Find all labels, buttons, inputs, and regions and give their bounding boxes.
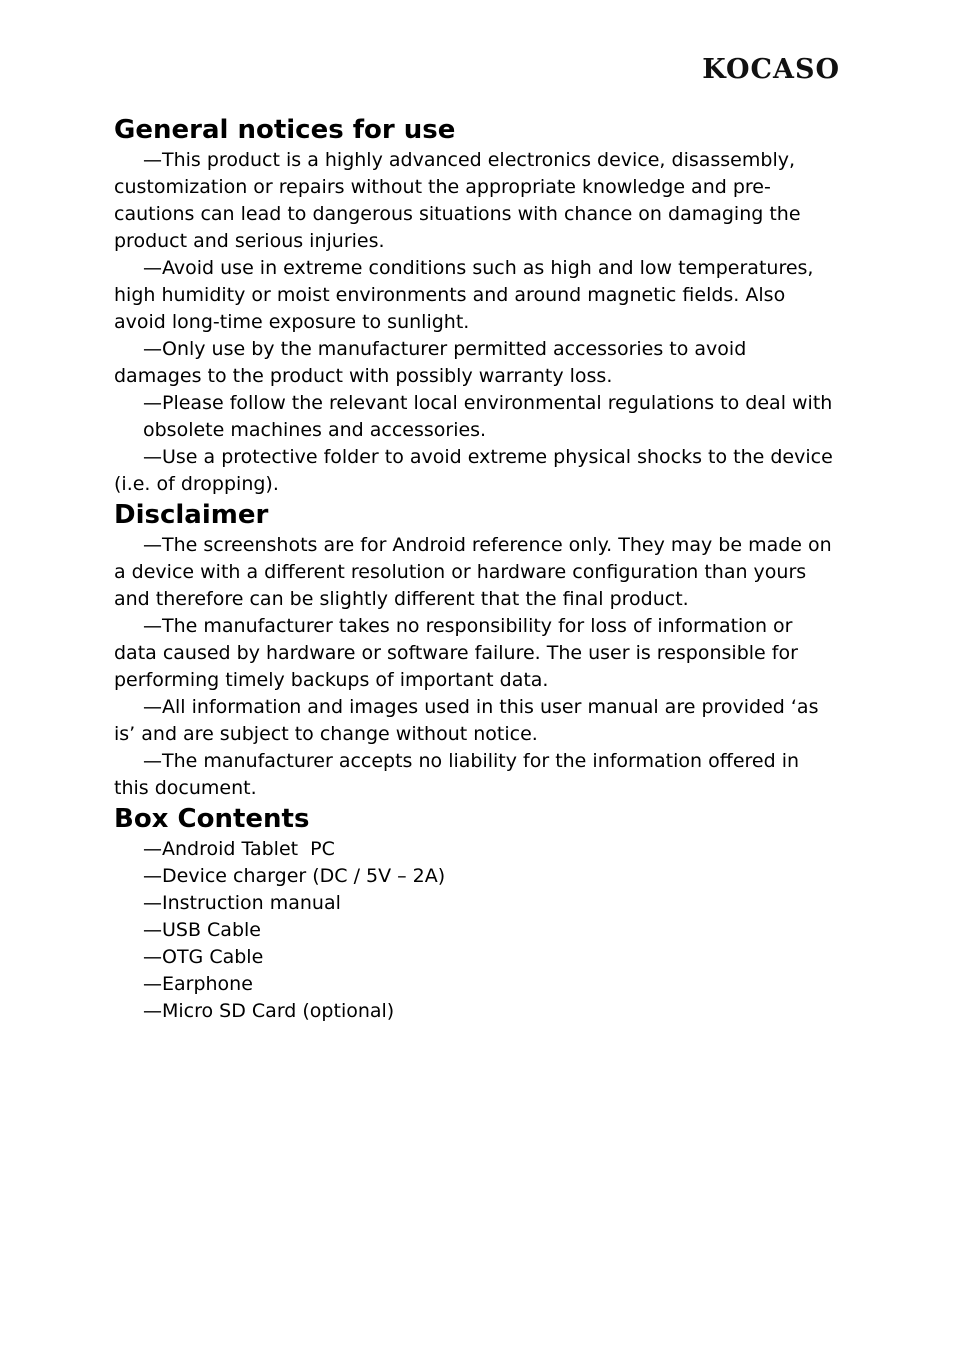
box-content-item: —Micro SD Card (optional) [143,1000,395,1022]
manual-page-content [114,113,834,1025]
box-content-item: —OTG Cable [143,946,264,968]
section-heading-box-contents: Box Contents [114,804,310,834]
box-content-item: —USB Cable [143,919,261,941]
notice-paragraph: —Avoid use in extreme conditions such as high and low temperatures, high humidity or moist environments and around magnetic fields. Also avoid long-time exposure to sunlight. [114,257,814,333]
notice-paragraph: —Use a protective folder to avoid extreme physical shocks to the device (i.e. of dropping). [114,446,833,495]
brand-logo: KOCASO [702,54,840,85]
box-content-item: —Android Tablet PC [143,838,335,860]
box-content-item: —Instruction manual [143,892,341,914]
disclaimer-paragraph: —The screenshots are for Android reference only. They may be made on a device with a different resolution or hardware configuration than yours and therefore can be slightly different that the final product. [114,534,832,610]
box-content-item: —Device charger (DC / 5V – 2A) [143,865,446,887]
section-heading-disclaimer: Disclaimer [114,500,269,530]
notice-paragraph: —Please follow the relevant local environmental regulations to deal with obsolete machines and accessories. [143,392,833,441]
box-content-item: —Earphone [143,973,253,995]
disclaimer-paragraph: —The manufacturer takes no responsibility for loss of information or data caused by hardware or software failure. The user is responsible for performing timely backups of important data. [114,615,798,691]
notice-paragraph: —This product is a highly advanced electronics device, disassembly, customization or repairs without the appropriate knowledge and pre-cautions can lead to dangerous situations with chance on damaging the product and serious injuries. [114,149,801,252]
disclaimer-paragraph: —The manufacturer accepts no liability for the information offered in this document. [114,750,800,799]
section-heading-general-notices: General notices for use [114,115,456,145]
notice-paragraph: —Only use by the manufacturer permitted accessories to avoid damages to the product with possibly warranty loss. [114,338,747,387]
disclaimer-paragraph: —All information and images used in this user manual are provided ‘as is’ and are subject to change without notice. [114,696,819,745]
